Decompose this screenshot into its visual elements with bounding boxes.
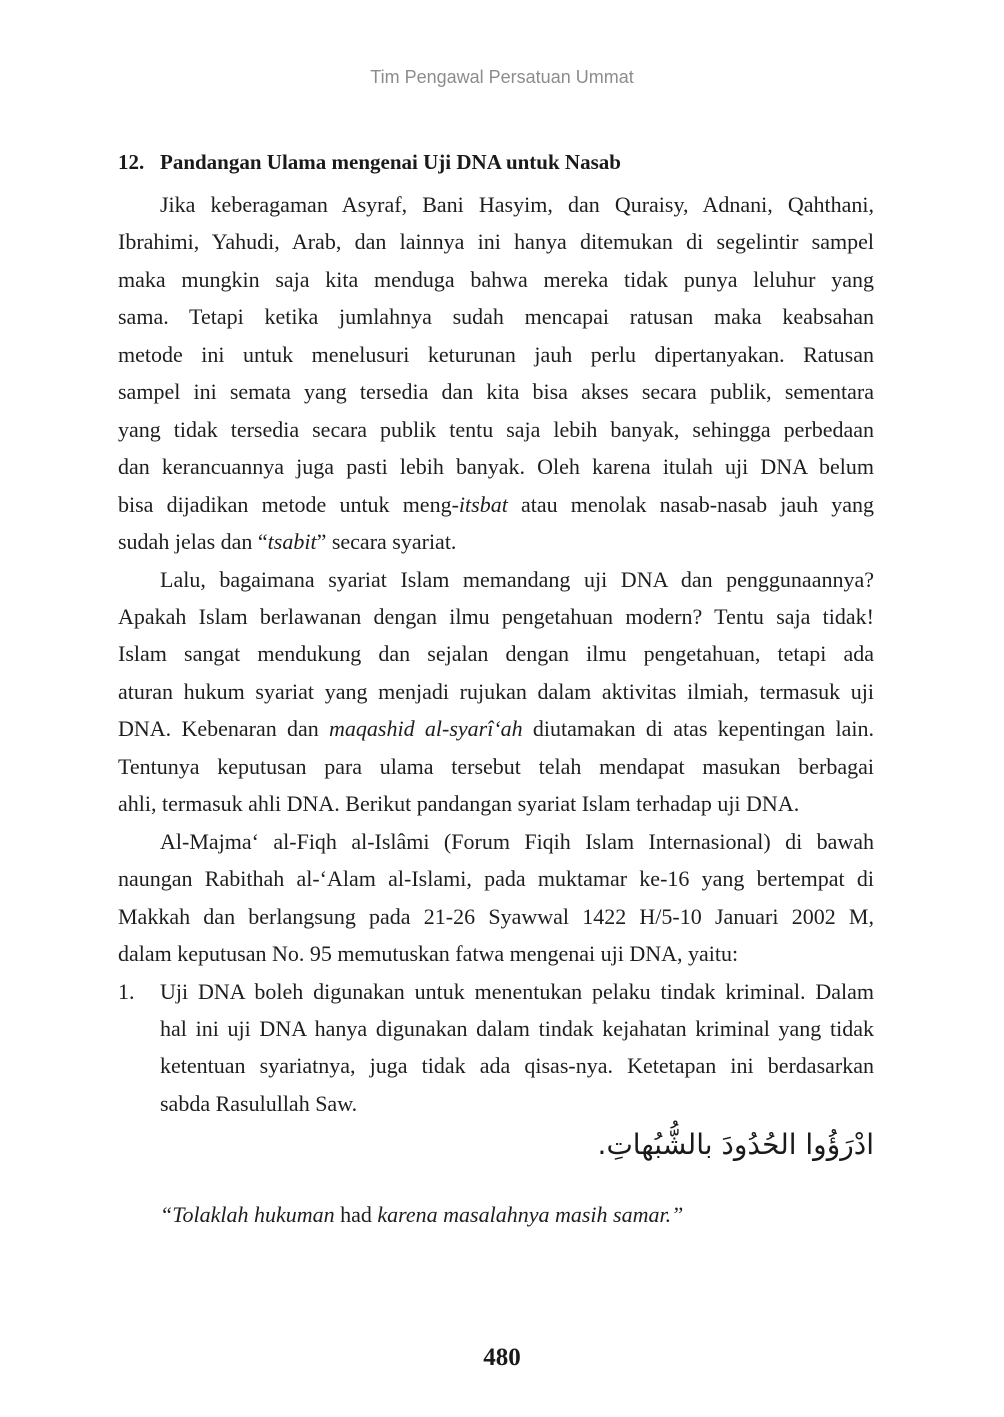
list-marker: 1. <box>118 978 135 1004</box>
text-line: sama. Tetapi ketika jumlahnya sudah mencapai ratusan maka keabsahan <box>118 304 874 330</box>
text-line: Ibrahimi, Yahudi, Arab, dan lainnya ini hanya ditemukan di segelintir sampel <box>118 229 874 255</box>
text-line: Jika keberagaman Asyraf, Bani Hasyim, dan Quraisy, Adnani, Qahthani, <box>160 192 874 217</box>
text-line: yang tidak tersedia secara publik tentu saja lebih banyak, sehingga perbedaan <box>118 416 874 442</box>
section-heading <box>118 143 874 181</box>
hadith-translation <box>160 1196 874 1234</box>
text-run: diutamakan di atas kepentingan lain. <box>522 716 874 742</box>
text-line: aturan hukum syariat yang menjadi rujukan dalam aktivitas ilmiah, termasuk uji <box>118 678 874 704</box>
text-line: Tentunya keputusan para ulama tersebut telah mendapat masukan berbagai <box>118 753 874 779</box>
text-line <box>118 710 874 747</box>
text-line: hal ini uji DNA hanya digunakan dalam tindak kejahatan kriminal yang tidak <box>160 1015 874 1041</box>
text-line: dalam keputusan No. 95 memutuskan fatwa mengenai uji DNA, yaitu: <box>118 941 739 967</box>
numbered-list <box>118 973 874 1123</box>
text-line: metode ini untuk menelusuri keturunan jauh perlu dipertanyakan. Ratusan <box>118 341 874 367</box>
text-line: Islam sangat mendukung dan sejalan dengan ilmu pengetahuan, tetapi ada <box>118 641 874 667</box>
translation-term: had <box>340 1202 372 1227</box>
section-number: 12. <box>118 150 145 174</box>
text-line: Al-Majma‘ al-Fiqh al-Islâmi (Forum Fiqih Islam Internasional) di bawah <box>160 828 874 854</box>
text-line: ahli, termasuk ahli DNA. Berikut pandangan syariat Islam terhadap uji DNA. <box>118 791 800 817</box>
text-line: maka mungkin saja kita menduga bahwa mereka tidak punya leluhur yang <box>118 266 874 292</box>
body-paragraph <box>118 823 874 973</box>
text-line: Uji DNA boleh digunakan untuk menentukan pelaku tindak kriminal. Dalam <box>160 978 874 1004</box>
text-line: ketentuan syariatnya, juga tidak ada qisas-nya. Ketetapan ini berdasarkan <box>160 1053 874 1079</box>
text-run: sudah jelas dan “ <box>118 529 268 555</box>
text-line: naungan Rabithah al-‘Alam al-Islami, pada muktamar ke-16 yang bertempat di <box>118 866 874 892</box>
italic-term: tsabit <box>267 529 317 555</box>
italic-term: itsbat <box>458 491 508 517</box>
section-title: Pandangan Ulama mengenai Uji DNA untuk Nasab <box>160 150 621 174</box>
text-line: Makkah dan berlangsung pada 21-26 Syawwal 1422 H/5-10 Januari 2002 M, <box>118 903 874 929</box>
text-line <box>118 523 874 560</box>
page-number: 480 <box>483 1344 521 1371</box>
body-paragraph <box>118 561 874 823</box>
text-run: DNA. Kebenaran dan <box>118 716 330 742</box>
text-run: ” secara syariat. <box>316 529 457 555</box>
text-line: sabda Rasulullah Saw. <box>160 1090 358 1116</box>
text-line <box>118 486 874 523</box>
text-run: atau menolak nasab-nasab jauh yang <box>507 491 875 517</box>
text-line: Apakah Islam berlawanan dengan ilmu pengetahuan modern? Tentu saja tidak! <box>118 603 874 629</box>
arabic-hadith: ادْرَؤُوا الحُدُودَ بالشُّبُهاتِ. <box>597 1128 874 1161</box>
body-paragraph <box>118 186 874 561</box>
text-line: sampel ini semata yang tersedia dan kita bisa akses secara publik, sementara <box>118 379 874 405</box>
text-run: bisa dijadikan metode untuk meng- <box>118 491 459 517</box>
text-line: Lalu, bagaimana syariat Islam memandang uji DNA dan penggunaannya? <box>160 566 874 592</box>
list-item <box>118 973 874 1123</box>
translation-run: karena masalahnya masih samar.” <box>371 1202 684 1227</box>
body-text <box>118 186 874 1122</box>
text-line: dan kerancuannya juga pasti lebih banyak. Oleh karena itulah uji DNA belum <box>118 454 874 480</box>
translation-run: “Tolaklah hukuman <box>160 1202 341 1227</box>
italic-term: maqashid al-syarî‘ah <box>329 716 523 742</box>
running-header: Tim Pengawal Persatuan Ummat <box>370 67 634 87</box>
